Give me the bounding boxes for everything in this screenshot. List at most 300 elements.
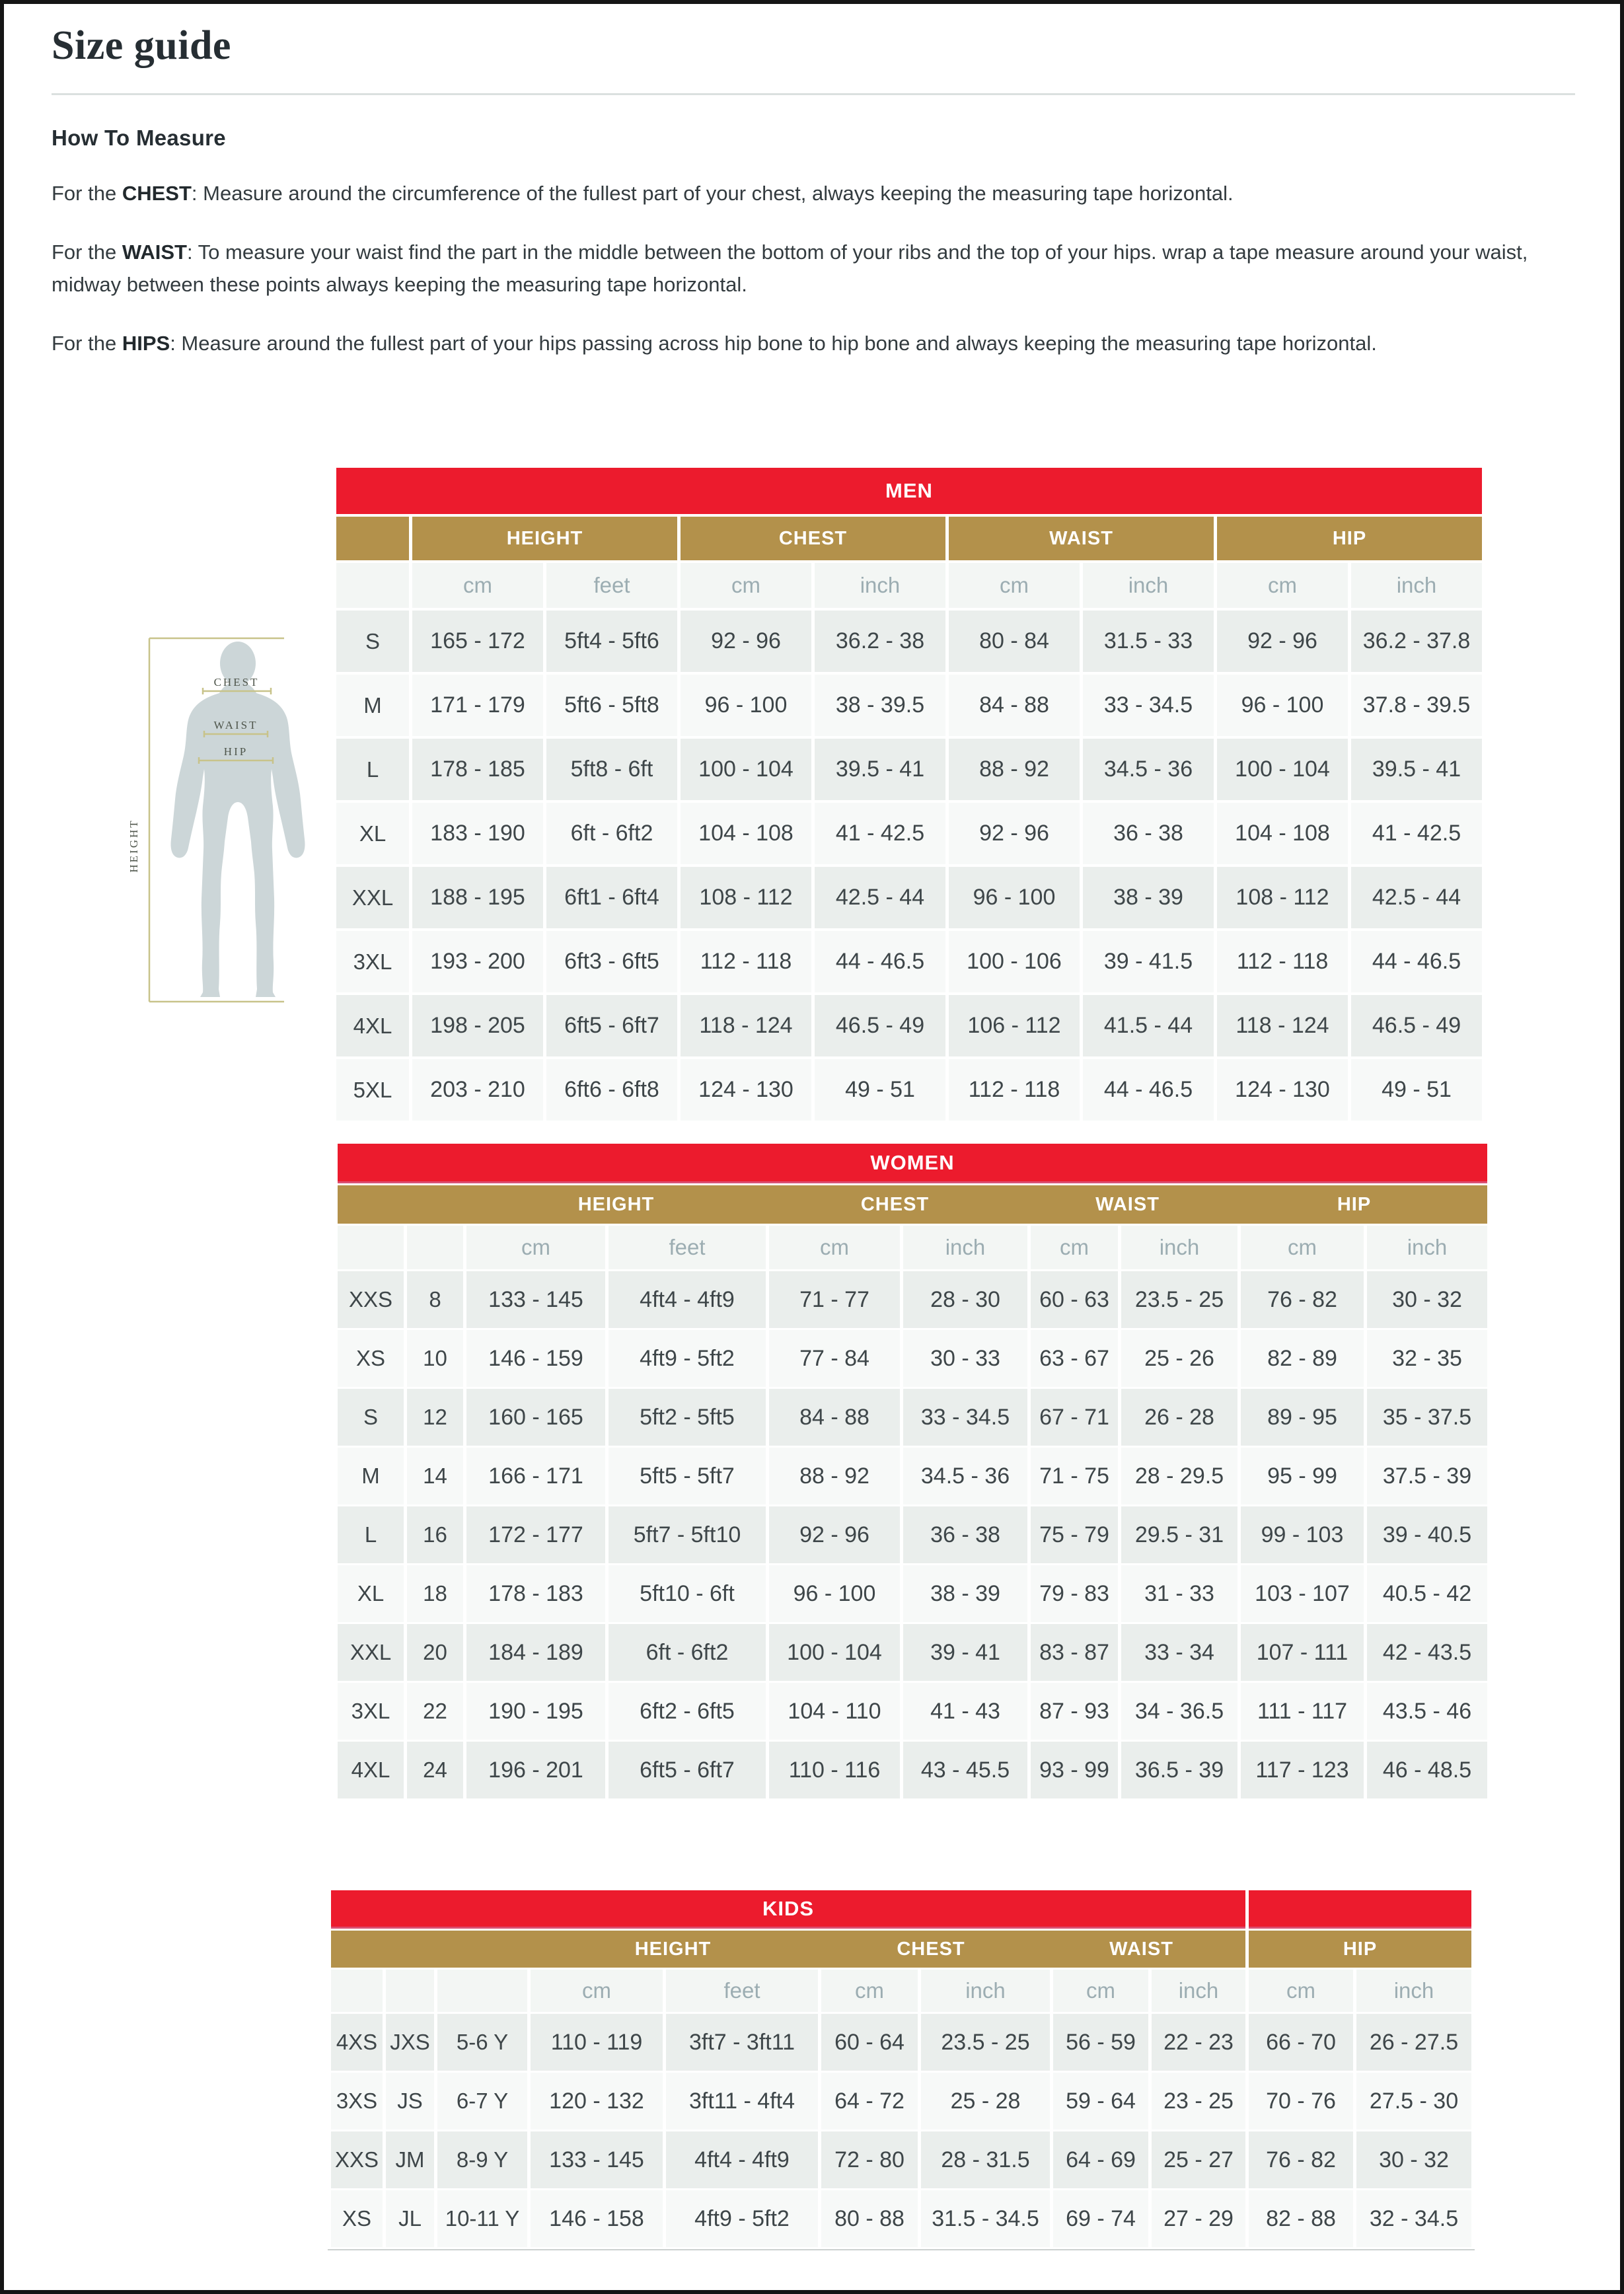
unit-label: inch — [1356, 1970, 1471, 2012]
measurement-cell: 88 - 92 — [949, 739, 1080, 800]
measurement-cell: 39.5 - 41 — [1351, 739, 1482, 800]
table-row — [336, 610, 1482, 672]
table-row — [336, 1059, 1482, 1121]
unit-label: feet — [546, 563, 677, 608]
size-label-cell: 3XS — [331, 2073, 383, 2129]
group-header-height: HEIGHT — [634, 1938, 712, 1960]
unit-spacer — [386, 1970, 434, 2012]
measurement-cell: 82 - 88 — [1249, 2190, 1353, 2247]
instruction-term: HIPS — [122, 332, 170, 355]
group-header-chest: CHEST — [860, 1193, 930, 1215]
measurement-cell: 41.5 - 44 — [1083, 995, 1214, 1056]
measurement-cell: 33 - 34.5 — [903, 1389, 1027, 1446]
unit-spacer — [331, 1970, 383, 2012]
women-size-table — [334, 1142, 1491, 1800]
measurement-cell: 6ft3 - 6ft5 — [546, 931, 677, 992]
table-row — [338, 1506, 1487, 1563]
unit-label: feet — [609, 1226, 766, 1269]
measurement-cell: 37.8 - 39.5 — [1351, 675, 1482, 736]
measurement-cell: 63 - 67 — [1031, 1330, 1118, 1387]
measurement-cell: 166 - 171 — [466, 1448, 605, 1504]
measurement-cell: 34 - 36.5 — [1121, 1683, 1237, 1740]
measurement-cell: 60 - 64 — [821, 2014, 918, 2071]
measurement-cell: 76 - 82 — [1249, 2131, 1353, 2188]
measurement-cell: 71 - 75 — [1031, 1448, 1118, 1504]
table-row — [338, 1624, 1487, 1681]
measurement-cell: 34.5 - 36 — [903, 1448, 1027, 1504]
unit-label: cm — [531, 1970, 663, 2012]
measurement-cell: 92 - 96 — [681, 610, 811, 672]
measurement-cell: 70 - 76 — [1249, 2073, 1353, 2129]
measurement-cell: 32 - 34.5 — [1356, 2190, 1471, 2247]
group-header-chest: CHEST — [681, 517, 945, 560]
measurement-cell: 39 - 40.5 — [1367, 1506, 1487, 1563]
measurement-cell: 23.5 - 25 — [1121, 1271, 1237, 1328]
size-label-cell: 8-9 Y — [437, 2131, 527, 2188]
measurement-cell: 188 - 195 — [412, 867, 543, 928]
measurement-cell: 22 - 23 — [1152, 2014, 1245, 2071]
table-row — [338, 1448, 1487, 1504]
measurement-cell: 196 - 201 — [466, 1742, 605, 1798]
measurement-cell: 71 - 77 — [769, 1271, 900, 1328]
measurement-cell: 39 - 41 — [903, 1624, 1027, 1681]
body-silhouette-figure — [111, 628, 336, 1011]
measurement-cell: 43 - 45.5 — [903, 1742, 1027, 1798]
measurement-cell: 133 - 145 — [466, 1271, 605, 1328]
measurement-cell: 95 - 99 — [1241, 1448, 1364, 1504]
unit-label: cm — [412, 563, 543, 608]
unit-spacer — [437, 1970, 527, 2012]
measurement-cell: 49 - 51 — [1351, 1059, 1482, 1121]
measurement-cell: 183 - 190 — [412, 803, 543, 864]
measurement-cell: 103 - 107 — [1241, 1565, 1364, 1622]
size-label-cell: XXS — [331, 2131, 383, 2188]
table-row — [336, 803, 1482, 864]
unit-label: cm — [466, 1226, 605, 1269]
measurement-cell: 6ft - 6ft2 — [546, 803, 677, 864]
waist-instruction — [52, 236, 1575, 301]
size-label-cell: JXS — [386, 2014, 434, 2071]
measurement-cell: 38 - 39.5 — [815, 675, 945, 736]
measurement-cell: 79 - 83 — [1031, 1565, 1118, 1622]
instruction-text: : Measure around the circumference of the fullest part of your chest, always keeping the measuring tape horizontal. — [191, 182, 1234, 205]
measurement-cell: 33 - 34 — [1121, 1624, 1237, 1681]
size-label-cell: L — [338, 1506, 404, 1563]
group-header-waist: WAIST — [949, 517, 1214, 560]
measurement-cell: 4ft9 - 5ft2 — [609, 1330, 766, 1387]
measurement-cell: 4ft4 - 4ft9 — [666, 2131, 818, 2188]
measurement-cell: 92 - 96 — [1217, 610, 1348, 672]
unit-label: inch — [1351, 563, 1482, 608]
size-label-cell: S — [336, 610, 409, 672]
table-row — [338, 1389, 1487, 1446]
measurement-cell: 84 - 88 — [949, 675, 1080, 736]
measurement-cell: 31.5 - 33 — [1083, 610, 1214, 672]
height-label: HEIGHT — [128, 819, 140, 873]
hip-label: HIP — [223, 745, 248, 758]
size-label-cell: 16 — [407, 1506, 463, 1563]
measurement-cell: 64 - 69 — [1053, 2131, 1148, 2188]
measurement-cell: 5ft2 - 5ft5 — [609, 1389, 766, 1446]
size-label-cell: 4XL — [336, 995, 409, 1056]
measurement-cell: 80 - 84 — [949, 610, 1080, 672]
men-table-title-row — [336, 468, 1482, 514]
group-header-waist: WAIST — [1109, 1938, 1173, 1960]
table-row — [331, 2190, 1471, 2247]
measurement-cell: 76 - 82 — [1241, 1271, 1364, 1328]
unit-label: inch — [1121, 1226, 1237, 1269]
measurement-cell: 3ft11 - 4ft4 — [666, 2073, 818, 2129]
size-label-cell: JS — [386, 2073, 434, 2129]
measurement-cell: 42.5 - 44 — [1351, 867, 1482, 928]
measurement-cell: 60 - 63 — [1031, 1271, 1118, 1328]
size-label-cell: M — [336, 675, 409, 736]
instruction-lead: For the — [52, 182, 122, 205]
instruction-lead: For the — [52, 240, 122, 264]
measurement-cell: 25 - 28 — [921, 2073, 1050, 2129]
measurement-cell: 26 - 27.5 — [1356, 2014, 1471, 2071]
measurement-cell: 72 - 80 — [821, 2131, 918, 2188]
measurement-figure — [111, 628, 336, 1011]
measurement-cell: 49 - 51 — [815, 1059, 945, 1121]
size-label-cell: M — [338, 1448, 404, 1504]
measurement-cell: 38 - 39 — [903, 1565, 1027, 1622]
women-units-row — [338, 1226, 1487, 1269]
measurement-cell: 44 - 46.5 — [1351, 931, 1482, 992]
measurement-cell: 6ft2 - 6ft5 — [609, 1683, 766, 1740]
measurement-cell: 96 - 100 — [949, 867, 1080, 928]
measurement-cell: 6ft - 6ft2 — [609, 1624, 766, 1681]
measurement-cell: 6ft6 - 6ft8 — [546, 1059, 677, 1121]
measurement-cell: 96 - 100 — [769, 1565, 900, 1622]
unit-label: cm — [949, 563, 1080, 608]
unit-label: cm — [769, 1226, 900, 1269]
measurement-cell: 39.5 - 41 — [815, 739, 945, 800]
measurement-cell: 111 - 117 — [1241, 1683, 1364, 1740]
measurement-cell: 172 - 177 — [466, 1506, 605, 1563]
unit-label: cm — [821, 1970, 918, 2012]
intro-section — [52, 22, 1575, 359]
instruction-term: CHEST — [122, 182, 192, 205]
measurement-cell: 110 - 119 — [531, 2014, 663, 2071]
group-header-chest: CHEST — [897, 1938, 965, 1960]
measurement-cell: 36 - 38 — [1083, 803, 1214, 864]
table-row — [336, 675, 1482, 736]
unit-label: cm — [1249, 1970, 1353, 2012]
measurement-cell: 5ft7 - 5ft10 — [609, 1506, 766, 1563]
measurement-cell: 104 - 110 — [769, 1683, 900, 1740]
measurement-cell: 27 - 29 — [1152, 2190, 1245, 2247]
measurement-cell: 104 - 108 — [1217, 803, 1348, 864]
size-label-cell: 3XL — [338, 1683, 404, 1740]
measurement-cell: 46.5 - 49 — [1351, 995, 1482, 1056]
women-group-header-row — [338, 1185, 1487, 1224]
group-header-height: HEIGHT — [412, 517, 677, 560]
measurement-cell: 178 - 185 — [412, 739, 543, 800]
table-row — [338, 1683, 1487, 1740]
measurement-cell: 193 - 200 — [412, 931, 543, 992]
measurement-cell: 77 - 84 — [769, 1330, 900, 1387]
measurement-cell: 88 - 92 — [769, 1448, 900, 1504]
size-label-cell: L — [336, 739, 409, 800]
measurement-cell: 23.5 - 25 — [921, 2014, 1050, 2071]
unit-label: cm — [1031, 1226, 1118, 1269]
size-label-cell: 8 — [407, 1271, 463, 1328]
group-header-hip: HIP — [1217, 517, 1482, 560]
table-row — [338, 1330, 1487, 1387]
size-label-cell: S — [338, 1389, 404, 1446]
measurement-cell: 36.5 - 39 — [1121, 1742, 1237, 1798]
group-header-waist: WAIST — [1095, 1193, 1160, 1215]
measurement-cell: 28 - 29.5 — [1121, 1448, 1237, 1504]
measurement-cell: 112 - 118 — [1217, 931, 1348, 992]
unit-label: cm — [1241, 1226, 1364, 1269]
unit-label: inch — [1152, 1970, 1245, 2012]
measurement-cell: 31 - 33 — [1121, 1565, 1237, 1622]
table-row — [338, 1742, 1487, 1798]
measurement-cell: 5ft8 - 6ft — [546, 739, 677, 800]
waist-label: WAIST — [213, 719, 258, 731]
measurement-cell: 29.5 - 31 — [1121, 1506, 1237, 1563]
measurement-cell: 5ft5 - 5ft7 — [609, 1448, 766, 1504]
measurement-cell: 25 - 27 — [1152, 2131, 1245, 2188]
table-row — [336, 931, 1482, 992]
size-label-cell: 5XL — [336, 1059, 409, 1121]
table-row — [331, 2014, 1471, 2071]
group-header-hip: HIP — [1337, 1193, 1372, 1215]
size-label-cell: 4XS — [331, 2014, 383, 2071]
measurement-cell: 64 - 72 — [821, 2073, 918, 2129]
size-label-cell: 4XL — [338, 1742, 404, 1798]
unit-label: inch — [1083, 563, 1214, 608]
measurement-cell: 30 - 33 — [903, 1330, 1027, 1387]
measurement-cell: 106 - 112 — [949, 995, 1080, 1056]
table-title: WOMEN — [338, 1144, 1487, 1183]
measurement-cell: 59 - 64 — [1053, 2073, 1148, 2129]
table-row — [338, 1565, 1487, 1622]
size-label-cell: XL — [336, 803, 409, 864]
women-table-title-row — [338, 1144, 1487, 1183]
measurement-cell: 44 - 46.5 — [1083, 1059, 1214, 1121]
measurement-cell: 37.5 - 39 — [1367, 1448, 1487, 1504]
measurement-cell: 5ft4 - 5ft6 — [546, 610, 677, 672]
measurement-cell: 82 - 89 — [1241, 1330, 1364, 1387]
size-label-cell: 12 — [407, 1389, 463, 1446]
measurement-cell: 80 - 88 — [821, 2190, 918, 2247]
measurement-cell: 92 - 96 — [949, 803, 1080, 864]
size-label-cell: 5-6 Y — [437, 2014, 527, 2071]
measurement-cell: 41 - 43 — [903, 1683, 1027, 1740]
measurement-cell: 6ft1 - 6ft4 — [546, 867, 677, 928]
size-label-cell: 6-7 Y — [437, 2073, 527, 2129]
measurement-cell: 75 - 79 — [1031, 1506, 1118, 1563]
table-row — [336, 867, 1482, 928]
measurement-cell: 46.5 - 49 — [815, 995, 945, 1056]
kids-group-header-row — [331, 1931, 1471, 1968]
measurement-cell: 146 - 158 — [531, 2190, 663, 2247]
measurement-cell: 30 - 32 — [1367, 1271, 1487, 1328]
measurement-cell: 44 - 46.5 — [815, 931, 945, 992]
measurement-cell: 6ft5 - 6ft7 — [609, 1742, 766, 1798]
measurement-cell: 118 - 124 — [1217, 995, 1348, 1056]
measurement-cell: 67 - 71 — [1031, 1389, 1118, 1446]
measurement-cell: 99 - 103 — [1241, 1506, 1364, 1563]
measurement-cell: 36.2 - 38 — [815, 610, 945, 672]
measurement-cell: 42.5 - 44 — [815, 867, 945, 928]
measurement-cell: 23 - 25 — [1152, 2073, 1245, 2129]
unit-label: inch — [815, 563, 945, 608]
measurement-cell: 96 - 100 — [1217, 675, 1348, 736]
measurement-cell: 36.2 - 37.8 — [1351, 610, 1482, 672]
measurement-cell: 198 - 205 — [412, 995, 543, 1056]
measurement-cell: 4ft4 - 4ft9 — [609, 1271, 766, 1328]
unit-spacer — [338, 1226, 404, 1269]
measurement-cell: 26 - 28 — [1121, 1389, 1237, 1446]
measurement-cell: 117 - 123 — [1241, 1742, 1364, 1798]
unit-label: inch — [1367, 1226, 1487, 1269]
size-label-cell: XL — [338, 1565, 404, 1622]
size-label-cell: 3XL — [336, 931, 409, 992]
instruction-term: WAIST — [122, 240, 187, 264]
measurement-cell: 33 - 34.5 — [1083, 675, 1214, 736]
measurement-cell: 5ft6 - 5ft8 — [546, 675, 677, 736]
measurement-cell: 165 - 172 — [412, 610, 543, 672]
measurement-cell: 184 - 189 — [466, 1624, 605, 1681]
size-label-cell: JM — [386, 2131, 434, 2188]
measurement-cell: 92 - 96 — [769, 1506, 900, 1563]
unit-spacer — [336, 563, 409, 608]
measurement-cell: 110 - 116 — [769, 1742, 900, 1798]
measurement-cell: 160 - 165 — [466, 1389, 605, 1446]
table-title: MEN — [336, 468, 1482, 514]
size-label-cell: 10 — [407, 1330, 463, 1387]
measurement-cell: 146 - 159 — [466, 1330, 605, 1387]
measurement-cell: 84 - 88 — [769, 1389, 900, 1446]
body-silhouette — [170, 642, 305, 997]
instruction-text: : To measure your waist find the part in the middle between the bottom of your ribs and the top of your hips. wrap a tape measure around your waist, midway between these points always keeping the measuring tape horizontal. — [52, 240, 1528, 296]
measurement-cell: 96 - 100 — [681, 675, 811, 736]
page-title: Size guide — [52, 23, 231, 68]
measurement-cell: 41 - 42.5 — [815, 803, 945, 864]
men-group-header-row — [336, 517, 1482, 560]
size-label-cell: XS — [338, 1330, 404, 1387]
measurement-cell: 83 - 87 — [1031, 1624, 1118, 1681]
size-label-cell: JL — [386, 2190, 434, 2247]
measurement-cell: 28 - 31.5 — [921, 2131, 1050, 2188]
measurement-cell: 69 - 74 — [1053, 2190, 1148, 2247]
measurement-cell: 203 - 210 — [412, 1059, 543, 1121]
unit-spacer — [407, 1226, 463, 1269]
measurement-cell: 31.5 - 34.5 — [921, 2190, 1050, 2247]
measurement-cell: 32 - 35 — [1367, 1330, 1487, 1387]
table-row — [336, 739, 1482, 800]
table-row — [331, 2131, 1471, 2188]
measurement-cell: 100 - 104 — [1217, 739, 1348, 800]
measurement-cell: 34.5 - 36 — [1083, 739, 1214, 800]
unit-label: inch — [921, 1970, 1050, 2012]
measurement-cell: 56 - 59 — [1053, 2014, 1148, 2071]
size-label-cell: 10-11 Y — [437, 2190, 527, 2247]
measurement-cell: 178 - 183 — [466, 1565, 605, 1622]
table-title-spacer — [1249, 1890, 1471, 1929]
chest-label: CHEST — [213, 676, 260, 688]
measurement-cell: 35 - 37.5 — [1367, 1389, 1487, 1446]
size-label-cell: 18 — [407, 1565, 463, 1622]
chest-instruction — [52, 177, 1575, 209]
measurement-cell: 120 - 132 — [531, 2073, 663, 2129]
measurement-cell: 6ft5 - 6ft7 — [546, 995, 677, 1056]
measurement-cell: 124 - 130 — [681, 1059, 811, 1121]
size-label-cell: 20 — [407, 1624, 463, 1681]
measurement-cell: 3ft7 - 3ft11 — [666, 2014, 818, 2071]
size-label-cell: 14 — [407, 1448, 463, 1504]
measurement-cell: 28 - 30 — [903, 1271, 1027, 1328]
measurement-cell: 108 - 112 — [1217, 867, 1348, 928]
table-title: KIDS — [331, 1890, 1245, 1929]
measurement-cell: 5ft10 - 6ft — [609, 1565, 766, 1622]
measurement-cell: 25 - 26 — [1121, 1330, 1237, 1387]
unit-label: feet — [666, 1970, 818, 2012]
instruction-lead: For the — [52, 332, 122, 355]
measurement-cell: 100 - 104 — [681, 739, 811, 800]
size-label-cell: 22 — [407, 1683, 463, 1740]
men-units-row — [336, 563, 1482, 608]
size-label-cell: 24 — [407, 1742, 463, 1798]
measurement-cell: 124 - 130 — [1217, 1059, 1348, 1121]
measurement-cell: 100 - 104 — [769, 1624, 900, 1681]
measurement-cell: 112 - 118 — [949, 1059, 1080, 1121]
unit-label: cm — [1053, 1970, 1148, 2012]
measurement-cell: 42 - 43.5 — [1367, 1624, 1487, 1681]
measurement-cell: 171 - 179 — [412, 675, 543, 736]
table-row — [336, 995, 1482, 1056]
measurement-cell: 107 - 111 — [1241, 1624, 1364, 1681]
size-label-cell: XS — [331, 2190, 383, 2247]
measurement-cell: 112 - 118 — [681, 931, 811, 992]
measurement-cell: 40.5 - 42 — [1367, 1565, 1487, 1622]
measurement-cell: 190 - 195 — [466, 1683, 605, 1740]
divider — [52, 93, 1575, 95]
measurement-cell: 38 - 39 — [1083, 867, 1214, 928]
size-label-cell: XXL — [336, 867, 409, 928]
unit-label: cm — [681, 563, 811, 608]
measurement-cell: 100 - 106 — [949, 931, 1080, 992]
measurement-cell: 27.5 - 30 — [1356, 2073, 1471, 2129]
measurement-cell: 133 - 145 — [531, 2131, 663, 2188]
size-label-cell: XXL — [338, 1624, 404, 1681]
group-header-hip: HIP — [1249, 1931, 1471, 1968]
hips-instruction — [52, 327, 1575, 359]
instruction-text: : Measure around the fullest part of your hips passing across hip bone to hip bone and always keeping the measuring tape horizontal. — [170, 332, 1377, 355]
measurement-cell: 118 - 124 — [681, 995, 811, 1056]
measurement-cell: 30 - 32 — [1356, 2131, 1471, 2188]
measurement-cell: 39 - 41.5 — [1083, 931, 1214, 992]
measurement-cell: 108 - 112 — [681, 867, 811, 928]
measurement-cell: 46 - 48.5 — [1367, 1742, 1487, 1798]
kids-units-row — [331, 1970, 1471, 2012]
measurement-cell: 66 - 70 — [1249, 2014, 1353, 2071]
measurement-cell: 93 - 99 — [1031, 1742, 1118, 1798]
measurement-cell: 36 - 38 — [903, 1506, 1027, 1563]
table-row — [331, 2073, 1471, 2129]
unit-label: inch — [903, 1226, 1027, 1269]
group-header-height: HEIGHT — [577, 1193, 655, 1215]
kids-size-table — [328, 1888, 1475, 2250]
unit-label: cm — [1217, 563, 1348, 608]
measurement-cell: 104 - 108 — [681, 803, 811, 864]
group-header-spacer — [336, 517, 409, 560]
measurement-cell: 41 - 42.5 — [1351, 803, 1482, 864]
